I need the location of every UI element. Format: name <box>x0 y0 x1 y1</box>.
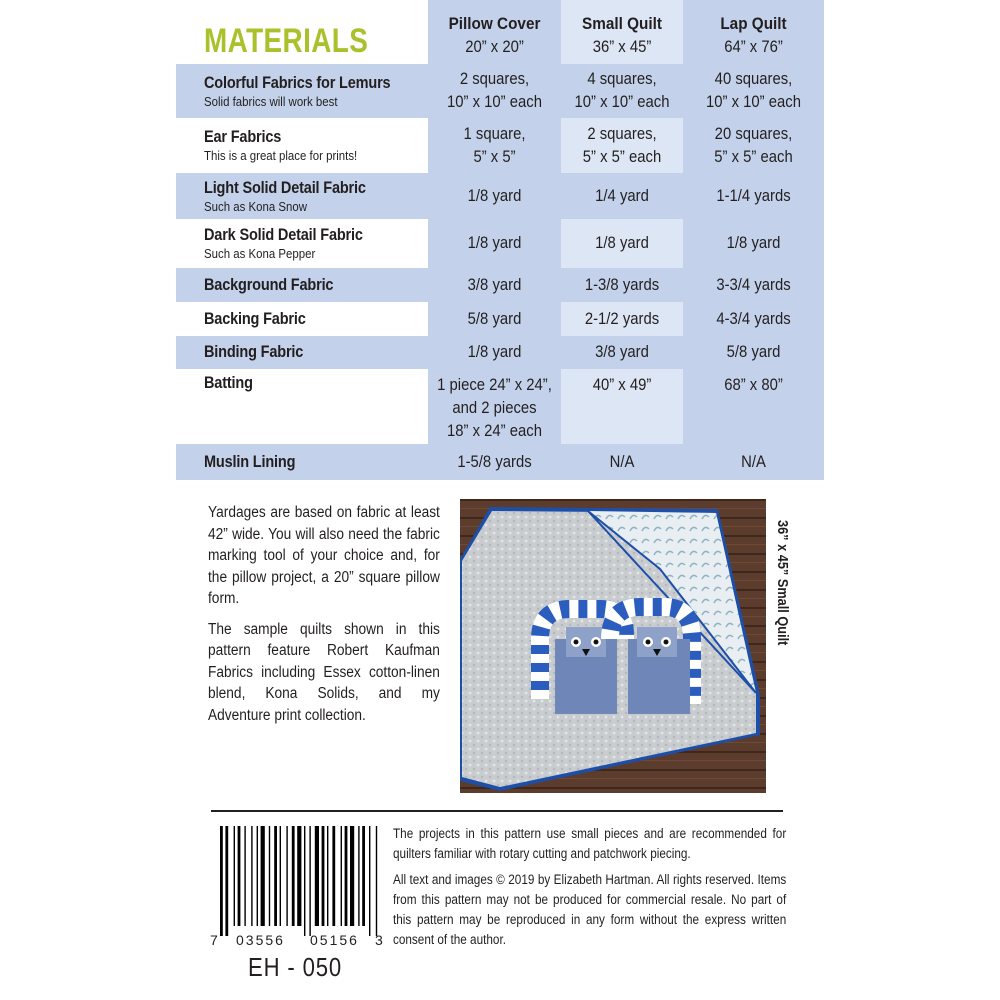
table-row <box>176 302 824 336</box>
table-row <box>176 173 824 219</box>
barcode-bar <box>345 826 348 926</box>
barcode-bar <box>257 826 258 926</box>
barcode-bar <box>238 826 241 926</box>
table-cell: 3/8 yard <box>467 275 522 294</box>
barcode-digit: 05156 <box>310 932 359 948</box>
barcode-bar <box>358 826 359 926</box>
row-label <box>204 444 308 480</box>
table-cell: 3-3/4 yards <box>716 275 791 294</box>
table-cell: 1-5/8 yards <box>457 452 532 471</box>
copyright-paragraph: All text and images © 2019 by Elizabeth Hartman. All rights reserved. Items from this pattern may not be produced for commercial resale. No part of this pattern may be reproduced in any form without the express written consent of the author. <box>393 872 787 947</box>
table-cell: 40” x 49” <box>592 376 652 394</box>
barcode-bar <box>304 826 305 936</box>
row-name: Ear Fabrics <box>204 128 282 146</box>
photo-caption: 36” x 45” Small Quilt <box>774 520 791 646</box>
barcode-digit: 7 <box>210 932 218 948</box>
barcode-bar <box>362 826 365 926</box>
row-note: Solid fabrics will work best <box>204 93 338 109</box>
barcode-icon <box>218 826 382 936</box>
barcode-bar <box>322 826 325 926</box>
table-cell: 4-3/4 yards <box>716 309 791 328</box>
barcode-bar <box>269 826 270 926</box>
pattern-sku: EH - 050 <box>248 952 343 982</box>
header-pillow-cover <box>435 12 555 58</box>
notes-paragraph: The projects in this pattern use small pieces and are recommended for quilters familiar with rotary cutting and patchwork piecing. <box>393 826 787 861</box>
lemur-quilt-image <box>460 499 766 793</box>
barcode-bar <box>280 826 281 926</box>
barcode-bar <box>376 826 377 936</box>
table-cell: 1 piece 24” x 24”, and 2 pieces 18” x 24” each <box>437 376 552 440</box>
table-cell: 1 square, 5” x 5” <box>463 124 526 166</box>
row-name: Muslin Lining <box>204 452 296 471</box>
row-note: Such as Kona Snow <box>204 198 308 214</box>
table-cell: N/A <box>609 452 635 471</box>
table-cell: 40 squares, 10” x 10” each <box>706 70 801 111</box>
table-cell: 1/8 yard <box>467 234 522 252</box>
row-name: Colorful Fabrics for Lemurs <box>204 73 391 92</box>
row-name: Batting <box>204 374 253 392</box>
header-size: 20” x 20” <box>465 38 524 56</box>
pattern-notes <box>393 824 786 956</box>
barcode-bar <box>234 826 235 926</box>
table-cell: 1/8 yard <box>595 234 649 252</box>
table-cell: 20 squares, 5” x 5” each <box>714 124 793 166</box>
table-cell: 4 squares, 10” x 10” each <box>574 70 670 111</box>
barcode-digits <box>210 932 390 950</box>
table-cell: 2 squares, 5” x 5” each <box>582 124 662 166</box>
barcode-bar <box>327 826 328 926</box>
barcode-bar <box>286 826 287 926</box>
table-cell: 1/8 yard <box>726 234 781 252</box>
barcode-bar <box>251 826 252 926</box>
header-size: 64” x 76” <box>724 38 783 56</box>
row-label <box>204 336 317 369</box>
row-name: Backing Fabric <box>204 309 306 328</box>
row-label <box>204 118 378 173</box>
table-row <box>176 336 824 369</box>
table-cell: 5/8 yard <box>726 343 781 361</box>
header-title: Small Quilt <box>582 14 662 33</box>
section-divider <box>211 810 783 812</box>
table-cell: N/A <box>741 452 766 471</box>
barcode-bar <box>350 826 354 926</box>
materials-table <box>176 0 824 480</box>
table-row <box>176 118 824 173</box>
barcode-bar <box>332 826 335 926</box>
barcode-bar <box>261 826 265 926</box>
row-label <box>204 173 388 219</box>
barcode-bar <box>274 826 277 926</box>
table-cell: 3/8 yard <box>595 343 649 361</box>
header-size: 36” x 45” <box>592 38 652 56</box>
materials-heading: MATERIALS <box>204 22 369 60</box>
body-paragraph: The sample quilts shown in this pattern feature Robert Kaufman Fabrics including Essex cotton-linen blend, Kona Solids, and my Adventure print collection. <box>208 620 440 724</box>
row-note: This is a great place for prints! <box>204 148 358 163</box>
table-cell: 2 squares, 10” x 10” each <box>447 70 542 111</box>
row-label <box>204 369 259 444</box>
header-small-quilt <box>567 12 677 58</box>
table-row <box>176 219 824 268</box>
row-label <box>204 219 384 268</box>
yardage-description <box>208 502 440 735</box>
header-title: Pillow Cover <box>448 14 541 33</box>
row-note: Such as Kona Pepper <box>204 246 316 261</box>
row-name: Light Solid Detail Fabric <box>204 178 366 197</box>
barcode-bar <box>297 826 301 926</box>
table-cell: 1/8 yard <box>467 343 522 361</box>
barcode-digit: 03556 <box>236 932 285 948</box>
barcode-bar <box>220 826 223 936</box>
table-cell: 2-1/2 yards <box>584 309 660 328</box>
barcode-bar <box>225 826 228 936</box>
table-row <box>176 369 824 444</box>
body-paragraph: Yardages are based on fabric at least 42” wide. You will also need the fabric marking tool of your choice and, for the pillow project, a 20” square pillow form. <box>208 504 440 607</box>
barcode-digit: 3 <box>375 932 383 948</box>
table-row <box>176 64 824 118</box>
table-cell: 5/8 yard <box>467 309 522 328</box>
table-cell: 68” x 80” <box>724 376 783 394</box>
row-name: Binding Fabric <box>204 343 304 361</box>
row-label <box>204 268 351 302</box>
barcode-bar <box>369 826 370 936</box>
row-name: Dark Solid Detail Fabric <box>204 226 363 244</box>
barcode-bar <box>309 826 310 936</box>
table-cell: 1/8 yard <box>467 186 522 205</box>
barcode-bar <box>292 826 295 926</box>
row-label <box>204 302 320 336</box>
row-label <box>204 64 416 118</box>
header-title: Lap Quilt <box>720 14 787 33</box>
barcode-bar <box>244 826 245 926</box>
barcode-bar <box>315 826 319 926</box>
table-row <box>176 444 824 480</box>
table-row <box>176 268 824 302</box>
table-cell: 1-3/8 yards <box>584 275 660 294</box>
table-cell: 1-1/4 yards <box>716 186 791 205</box>
table-cell: 1/4 yard <box>595 186 649 205</box>
row-name: Background Fabric <box>204 275 334 294</box>
barcode-bar <box>341 826 342 926</box>
quilt-photo <box>460 499 766 793</box>
header-lap-quilt <box>690 12 817 58</box>
